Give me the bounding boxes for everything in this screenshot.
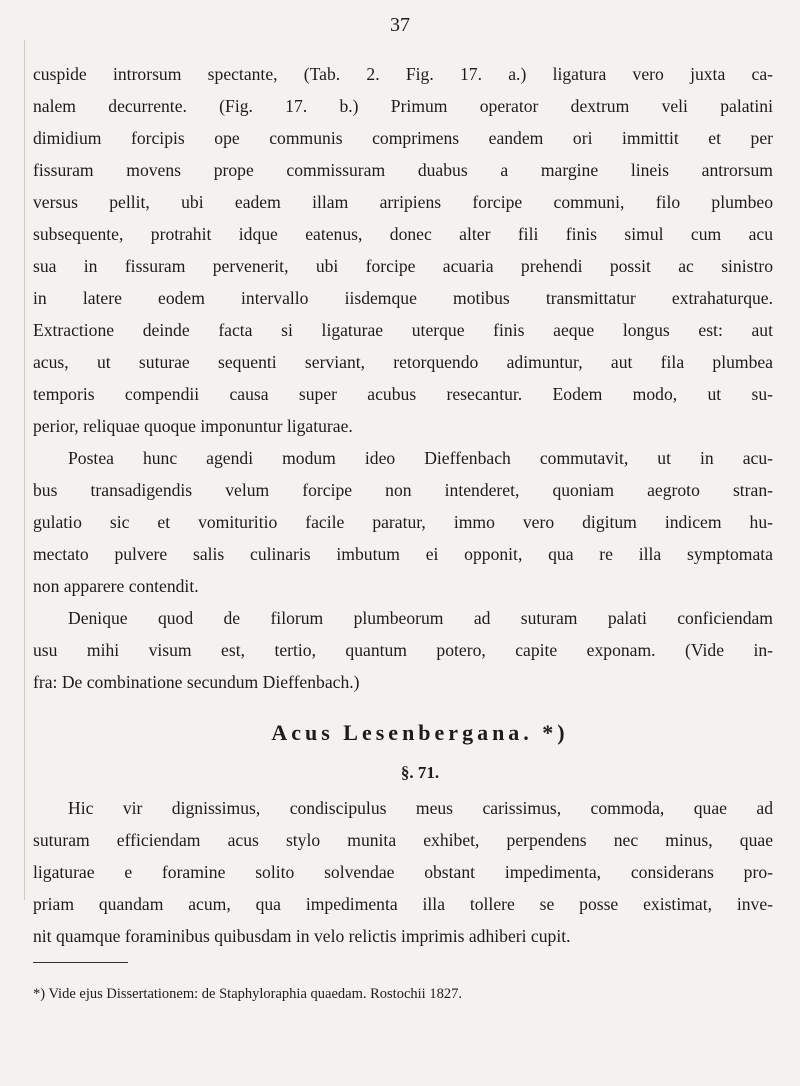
text-line: bus transadigendis velum forcipe non intenderet, quoniam aegroto stran- [33, 480, 773, 500]
footnote-divider [33, 962, 128, 963]
text-line: non apparere contendit. [33, 576, 199, 596]
text-line: Extractione deinde facta si ligaturae uterque finis aeque longus est: aut [33, 320, 773, 340]
text-line: ligaturae e foramine solito solvendae obstant impedimenta, considerans pro- [33, 862, 773, 882]
text-line: mectato pulvere salis culinaris imbutum ei opponit, qua re illa symptomata [33, 544, 773, 564]
text-line: nit quamque foraminibus quibusdam in velo relictis imprimis adhiberi cupit. [33, 926, 571, 946]
text-line: Hic vir dignissimus, condiscipulus meus carissimus, commoda, quae ad [68, 798, 773, 818]
text-line: versus pellit, ubi eadem illam arripiens forcipe communi, filo plumbeo [33, 192, 773, 212]
text-line: perior, reliquae quoque imponuntur ligaturae. [33, 416, 353, 436]
text-line: temporis compendii causa super acubus resecantur. Eodem modo, ut su- [33, 384, 773, 404]
text-line: gulatio sic et vomituritio facile paratur, immo vero digitum indicem hu- [33, 512, 773, 532]
text-line: fra: De combinatione secundum Dieffenbach.) [33, 672, 360, 692]
text-line: subsequente, protrahit idque eatenus, donec alter fili finis simul cum acu [33, 224, 773, 244]
text-line: fissuram movens prope commissuram duabus a margine lineis antrorsum [33, 160, 773, 180]
section-heading: Acus Lesenbergana. *) [271, 720, 569, 745]
page-number: 37 [390, 14, 410, 36]
section-number: §. 71. [400, 763, 440, 782]
text-line: dimidium forcipis ope communis comprimens eandem ori immittit et per [33, 128, 773, 148]
text-line: nalem decurrente. (Fig. 17. b.) Primum operator dextrum veli palatini [33, 96, 773, 116]
text-line: acus, ut suturae sequenti serviant, retorquendo adimuntur, aut fila plumbea [33, 352, 773, 372]
text-line: Denique quod de filorum plumbeorum ad suturam palati conficiendam [68, 608, 773, 628]
text-line: suturam efficiendam acus stylo munita exhibet, perpendens nec minus, quae [33, 830, 773, 850]
text-line: sua in fissuram pervenerit, ubi forcipe acuaria prehendi possit ac sinistro [33, 256, 773, 276]
text-line: usu mihi visum est, tertio, quantum potero, capite exponam. (Vide in- [33, 640, 773, 660]
text-line: priam quandam acum, qua impedimenta illa tollere se posse existimat, inve- [33, 894, 773, 914]
text-line: in latere eodem intervallo iisdemque motibus transmittatur extrahaturque. [33, 288, 773, 308]
text-line: Postea hunc agendi modum ideo Dieffenbach commutavit, ut in acu- [68, 448, 773, 468]
text-line: cuspide introrsum spectante, (Tab. 2. Fig. 17. a.) ligatura vero juxta ca- [33, 64, 773, 84]
footnote: *) Vide ejus Dissertationem: de Staphyloraphia quaedam. Rostochii 1827. [33, 986, 462, 1002]
